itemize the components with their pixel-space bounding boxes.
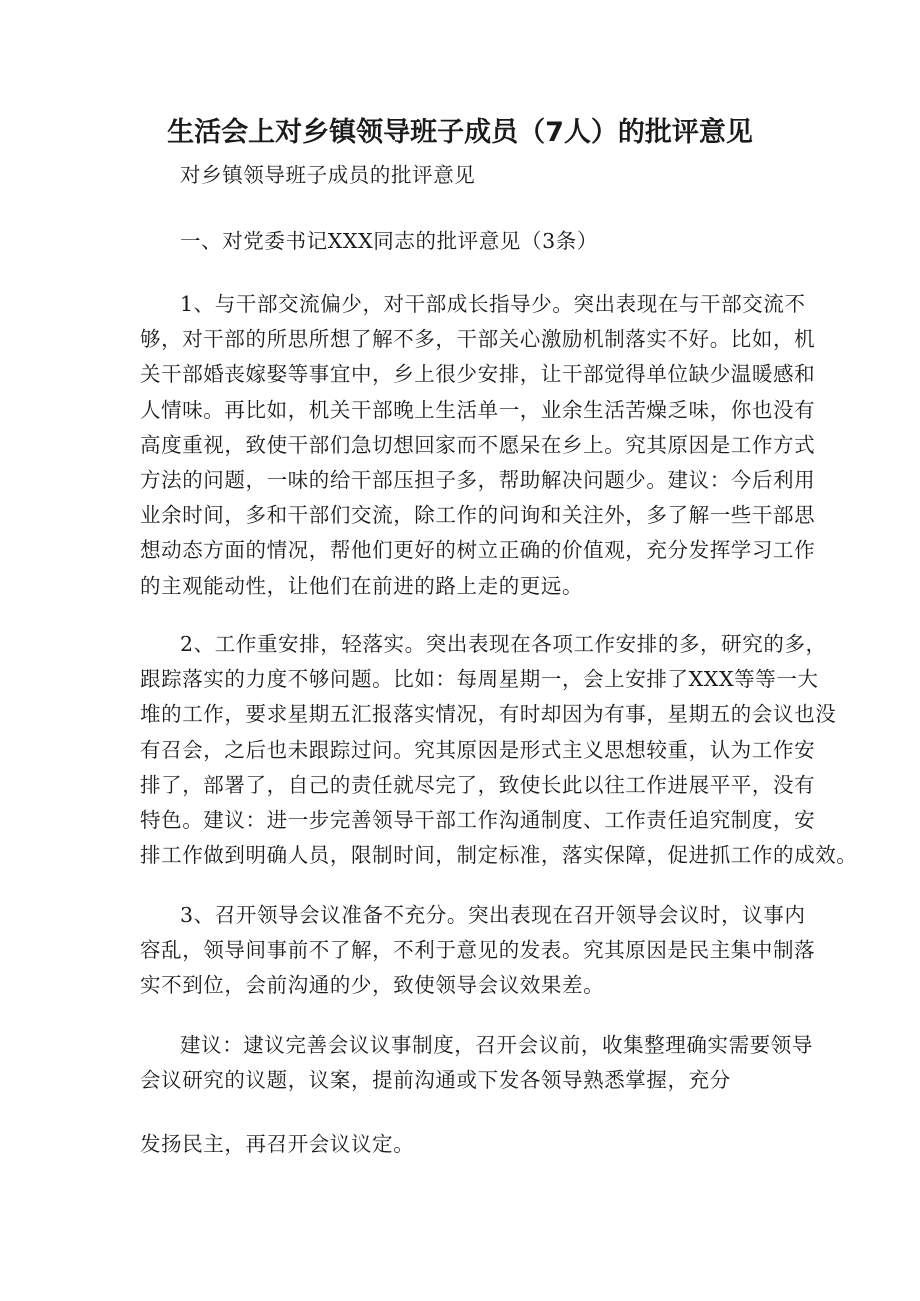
paragraph-2 bbox=[140, 627, 858, 873]
paragraph-line: 跟踪落实的力度不够问题。比如：每周星期一，会上安排了XXX等等一大 bbox=[140, 667, 819, 692]
paragraph-line: 高度重视，致使干部们急切想回家而不愿呆在乡上。究其原因是工作方式 bbox=[140, 432, 816, 457]
paragraph-line: 3、召开领导会议准备不充分。突出表现在召开领导会议时，议事内 bbox=[180, 903, 806, 927]
paragraph-line: 关干部婚丧嫁娶等事宜中，乡上很少安排，让干部觉得单位缺少温暖感和 bbox=[140, 362, 816, 387]
paragraph-line: 建议：逮议完善会议议事制度，召开会议前，收集整理确实需要领导 bbox=[180, 1033, 813, 1057]
section-heading: 一、对党委书记XXX同志的批评意见（3条） bbox=[180, 229, 598, 253]
paragraph-line: 排了，部署了，自己的责任就尽完了，致使长此以往工作进展平平，没有 bbox=[140, 772, 816, 797]
paragraph-line: 的主观能动性，让他们在前进的路上走的更远。 bbox=[140, 573, 584, 598]
paragraph-line: 人情味。再比如，机关干部晚上生活单一，业余生活苦燥乏味，你也没有 bbox=[140, 397, 816, 422]
paragraph-3 bbox=[140, 898, 816, 1004]
paragraph-4 bbox=[140, 1028, 813, 1098]
paragraph-line: 够，对干部的所思所想了解不多，干部关心激励机制落实不好。比如，机 bbox=[140, 327, 816, 352]
paragraph-line: 容乱，领导间事前不了解，不利于意见的发表。究其原因是民主集中制落 bbox=[140, 938, 816, 963]
paragraph-line: 方法的问题，一味的给干部压担子多，帮助解决问题少。建议：今后利用 bbox=[140, 468, 816, 493]
paragraph-line: 1、与干部交流偏少，对干部成长指导少。突出表现在与干部交流不 bbox=[180, 292, 806, 316]
paragraph-line: 会议研究的议题，议案，提前沟通或下发各领导熟悉掌握，充分 bbox=[140, 1068, 731, 1093]
paragraph-line: 想动态方面的情况，帮他们更好的树立正确的价值观，充分发挥学习工作 bbox=[140, 538, 816, 563]
paragraph-line: 2、工作重安排，轻落实。突出表现在各项工作安排的多，研究的多， bbox=[180, 632, 827, 656]
paragraph-line: 业余时间，多和干部们交流，除工作的问询和关注外，多了解一些干部思 bbox=[140, 503, 816, 528]
paragraph-line: 排工作做到明确人员，限制时间，制定标准，落实保障，促进抓工作的成效。 bbox=[140, 843, 858, 868]
paragraph-line: 堆的工作，要求星期五汇报落实情况，有时却因为有事，星期五的会议也没 bbox=[140, 702, 837, 727]
paragraph-5 bbox=[140, 1127, 790, 1162]
paragraph-1 bbox=[140, 287, 816, 604]
document-title: 生活会上对乡镇领导班子成员（7人）的批评意见 bbox=[167, 117, 753, 148]
document-subtitle: 对乡镇领导班子成员的批评意见 bbox=[180, 163, 476, 187]
paragraph-line: 特色。建议：进一步完善领导干部工作沟通制度、工作责任追究制度，安 bbox=[140, 808, 816, 833]
paragraph-line: 有召会，之后也未跟踪过问。究其原因是形式主义思想较重，认为工作安 bbox=[140, 737, 816, 762]
paragraph-line: 发扬民主，再召开会议议定。 bbox=[140, 1132, 415, 1156]
paragraph-line: 实不到位，会前沟通的少，致使领导会议效果差。 bbox=[140, 973, 605, 998]
